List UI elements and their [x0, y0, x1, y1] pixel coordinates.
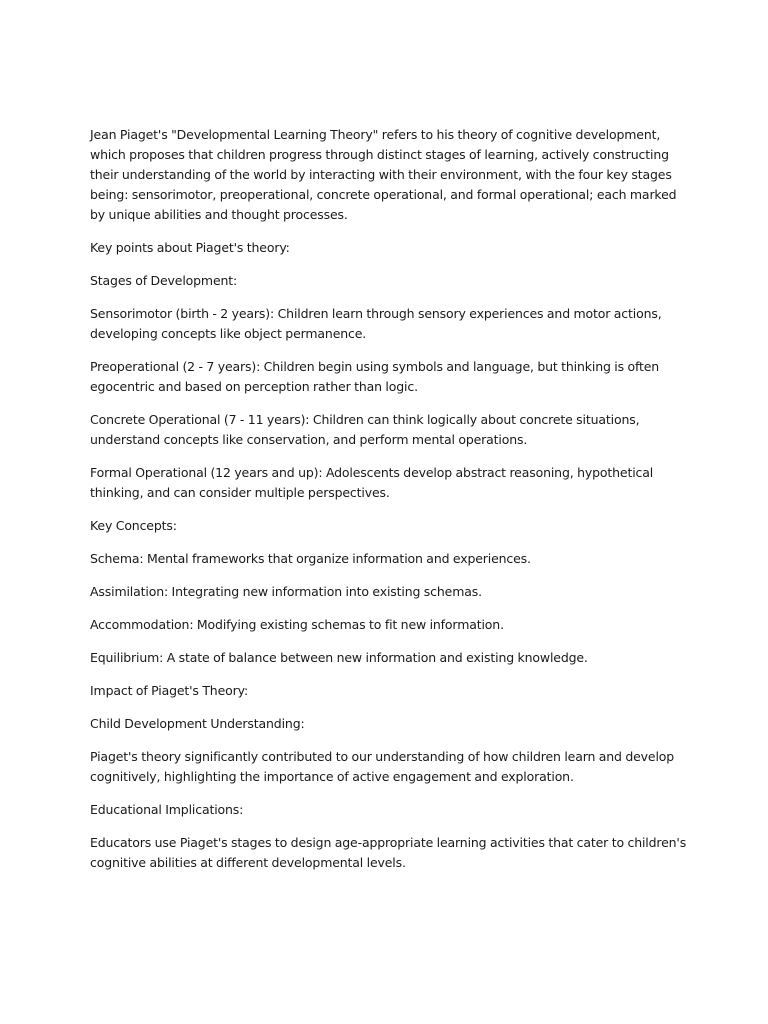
- key-concepts-heading: Key Concepts:: [90, 518, 177, 533]
- concept-assimilation: Assimilation: Integrating new information into existing schemas.: [90, 584, 482, 599]
- concept-accommodation: Accommodation: Modifying existing schemas to fit new information.: [90, 617, 504, 632]
- concept-equilibrium: Equilibrium: A state of balance between new information and existing knowledge.: [90, 650, 588, 665]
- impact-heading: Impact of Piaget's Theory:: [90, 683, 249, 698]
- stage-concrete-operational: Concrete Operational (7 - 11 years): Children can think logically about concrete situations, understand concepts like conservation, and perform mental operations.: [90, 412, 640, 447]
- stages-heading: Stages of Development:: [90, 273, 238, 288]
- child-development-paragraph: Piaget's theory significantly contributed to our understanding of how children learn and develop cognitively, highlighting the importance of active engagement and exploration.: [90, 749, 675, 784]
- intro-paragraph: Jean Piaget's "Developmental Learning Theory" refers to his theory of cognitive development, which proposes that children progress through distinct stages of learning, actively constructing their understanding of the world by interacting with their environment, with the four key stages being: sensorimotor, preoperational, concrete operational, and formal operational; each marked by unique abilities and thought processes.: [90, 127, 677, 222]
- document-body: [90, 125, 690, 886]
- educational-implications-heading: Educational Implications:: [90, 802, 244, 817]
- educational-implications-paragraph: Educators use Piaget's stages to design age-appropriate learning activities that cater to children's cognitive abilities at different developmental levels.: [90, 835, 687, 870]
- child-development-heading: Child Development Understanding:: [90, 716, 305, 731]
- stage-sensorimotor: Sensorimotor (birth - 2 years): Children learn through sensory experiences and motor actions, developing concepts like object permanence.: [90, 306, 662, 341]
- key-points-heading: Key points about Piaget's theory:: [90, 240, 290, 255]
- stage-formal-operational: Formal Operational (12 years and up): Adolescents develop abstract reasoning, hypothetical thinking, and can consider multiple perspectives.: [90, 465, 654, 500]
- concept-schema: Schema: Mental frameworks that organize information and experiences.: [90, 551, 531, 566]
- stage-preoperational: Preoperational (2 - 7 years): Children begin using symbols and language, but thinking is often egocentric and based on perception rather than logic.: [90, 359, 660, 394]
